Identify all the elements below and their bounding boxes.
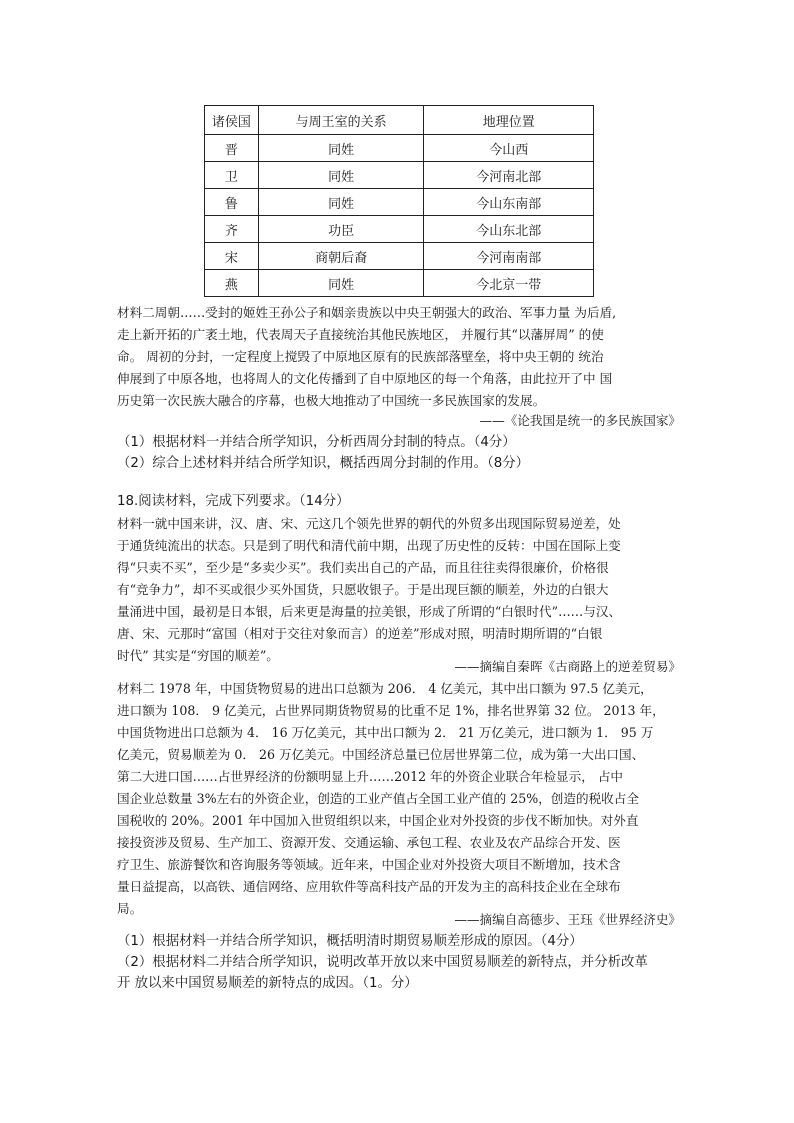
q18-question-2-line: （2）根据材料二并结合所学知识，说明改革开放以来中国贸易顺差的新特点，并分析改革	[117, 955, 648, 970]
table-cell: 同姓	[258, 270, 424, 297]
q17-material2-line: 历史第一次民族大融合的序幕，也极大地推动了中国统一多民族国家的发展。	[117, 393, 546, 408]
table-header-cell: 地理位置	[424, 106, 594, 135]
table-cell: 宋	[205, 243, 259, 270]
table-cell: 功臣	[258, 216, 424, 243]
table-cell: 同姓	[258, 162, 424, 189]
table-row	[205, 135, 594, 162]
q18-material2-line: 第二大进口国……占世界经济的份额明显上升……2012 年的外资企业联合年检显示， 占中	[117, 769, 624, 784]
vassal-states-table	[204, 105, 594, 297]
q17-material2-line: 材料二周朝……受封的姬姓王孙公子和姻亲贵族以中央王朝强大的政治、军事力量 为后盾,	[117, 305, 617, 320]
q17-material2-line: 命。 周初的分封，一定程度上搅毁了中原地区原有的民族部落壁垒，将中央王朝的 统治	[117, 349, 604, 364]
table-cell: 齐	[205, 216, 259, 243]
table-cell: 同姓	[258, 135, 424, 162]
q17-material2-source: ——《论我国是统一的多民族国家》	[479, 413, 681, 428]
table-cell: 卫	[205, 162, 259, 189]
table-row	[205, 243, 594, 270]
q18-question-2-line: 开 放以来中国贸易顺差的新特点的成因。（1。分）	[117, 976, 418, 991]
q18-material2-line: 进口额为 108． 9 亿美元，占世界同期货物贸易的比重不足 1%，排名世界第 32 位。 2013 年，	[117, 703, 665, 718]
q18-material1-line: 得“只卖不买”，至少是“多卖少买”。我们卖出自己的产品，而且往往卖得很廉价，价格很	[117, 560, 609, 575]
q18-material2-source: ——摘编自高德步、王珏《世界经济史》	[454, 912, 681, 927]
table-row	[205, 189, 594, 216]
q18-heading: 18.阅读材料，完成下列要求。（14分）	[117, 494, 350, 509]
table-cell: 商朝后裔	[258, 243, 424, 270]
q18-material2-line: 国企业总数量 3%左右的外资企业，创造的工业产值占全国工业产值的 25%，创造的税收占全	[117, 791, 639, 806]
q17-question-1: （1）根据材料一并结合所学知识，分析西周分封制的特点。（4分）	[117, 435, 516, 450]
q18-material2-line: 局。	[117, 901, 143, 916]
q18-material2-line: 中国货物进出口总额为 4． 16 万亿美元，其中出口额为 2． 21 万亿美元，进口额为 1． 95 万	[117, 725, 654, 740]
table-cell: 今山东南部	[424, 189, 594, 216]
table-row	[205, 270, 594, 297]
q18-material2-line: 疗卫生、旅游餐饮和咨询服务等领域。近年来，中国企业对外投资大项目不断增加，技术含	[117, 857, 621, 872]
table-row	[205, 162, 594, 189]
table-cell: 今河南南部	[424, 243, 594, 270]
table-header-cell: 诸侯国	[205, 106, 259, 135]
table-cell: 燕	[205, 270, 259, 297]
table-header-cell: 与周王室的关系	[258, 106, 424, 135]
q18-material1-line: 时代” 其实是“穷国的顺差”。	[117, 648, 279, 663]
q18-material1-line: 唐、宋、元那时“富国（相对于交往对象而言）的逆差”形成对照，明清时期所谓的“白银	[117, 626, 603, 641]
table-cell: 今山西	[424, 135, 594, 162]
q18-material1-line: 量涌进中国，最初是日本银，后来更是海量的拉美银，形成了所谓的“白银时代”……与汉、	[117, 604, 622, 619]
q18-material2-line: 接投资涉及贸易、生产加工、资源开发、交通运输、承包工程、农业及农产品综合开发、医	[117, 835, 621, 850]
q18-material2-line: 量日益提高，以高铁、通信网络、应用软件等高科技产品的开发为主的高科技企业在全球布	[117, 879, 621, 894]
q17-question-2: （2）综合上述材料并结合所学知识，概括西周分封制的作用。（8分）	[117, 456, 530, 471]
q18-material1-line: 于通货纯流出的状态。只是到了明代和清代前中期，出现了历史性的反转：中国在国际上变	[117, 538, 621, 553]
q17-material2-line: 伸展到了中原各地，也将周人的文化传播到了自中原地区的每一个角落，由此拉开了中 国	[117, 371, 613, 386]
q18-material1-line: 材料一就中国来讲，汉、唐、宋、元这几个领先世界的朝代的外贸多出现国际贸易逆差，处	[117, 516, 621, 531]
q18-question-1: （1）根据材料一并结合所学知识，概括明清时期贸易顺差形成的原因。（4分）	[117, 934, 583, 949]
q18-material2-line: 国税收的 20%。2001 年中国加入世贸组织以来，中国企业对外投资的步伐不断加快。对外直	[117, 813, 639, 828]
table-row	[205, 216, 594, 243]
table-cell: 今山东北部	[424, 216, 594, 243]
table-cell: 鲁	[205, 189, 259, 216]
table-cell: 今河南北部	[424, 162, 594, 189]
q18-material2-line: 材料二 1978 年，中国货物贸易的进出口总额为 206． 4 亿美元，其中出口额为 97.5 亿美元，	[117, 681, 653, 696]
q18-material1-source: ——摘编自秦晖《古商路上的逆差贸易》	[454, 659, 681, 674]
table-cell: 今北京一带	[424, 270, 594, 297]
q18-material2-line: 亿美元，贸易顺差为 0． 26 万亿美元。中国经济总量已位居世界第二位，成为第一大出口国、	[117, 747, 645, 762]
q17-material2-line: 走上新开拓的广袤土地，代表周天子直接统治其他民族地区， 并履行其“以藩屏周” 的使	[117, 327, 604, 342]
table-header-row	[205, 106, 594, 135]
q18-material1-line: 有“竞争力”，却不买或很少买外国货，只愿收银子。于是出现巨额的顺差，外边的白银大	[117, 582, 609, 597]
table-cell: 同姓	[258, 189, 424, 216]
table-cell: 晋	[205, 135, 259, 162]
